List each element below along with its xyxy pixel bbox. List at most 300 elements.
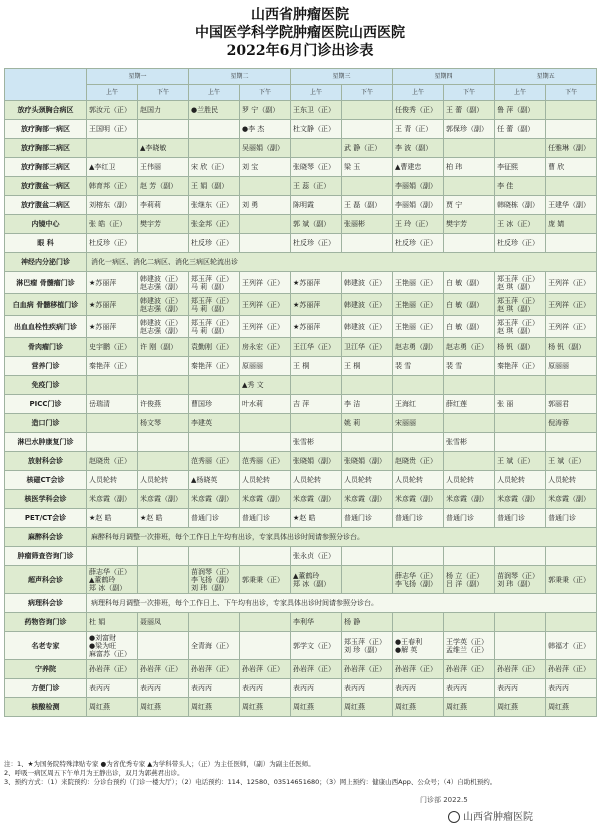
- doctor-name: [446, 239, 492, 247]
- doctor-name: 人员轮转: [548, 476, 577, 484]
- doctor-name: ●刘富财: [89, 633, 117, 642]
- doctor-cell: [444, 158, 495, 177]
- doctor-cell: [444, 376, 495, 395]
- doctor-cell: [342, 338, 393, 357]
- doctor-cell: [495, 471, 546, 490]
- doctor-cell: [444, 660, 495, 679]
- table-row: [5, 528, 597, 547]
- doctor-cell: [342, 471, 393, 490]
- doctor-name: 曹国珍: [191, 400, 213, 408]
- doctor-cell: [189, 433, 240, 452]
- doctor-name: 麻富苏（正）: [89, 649, 131, 658]
- doctor-name: 卫江华（正）: [344, 343, 387, 351]
- doctor-cell: [495, 433, 546, 452]
- hospital-subtitle: 中国医学科学院肿瘤医院山西医院: [195, 25, 405, 41]
- schedule-title: 2022年6月门诊出诊表: [226, 43, 374, 59]
- doctor-cell: [393, 316, 444, 338]
- doctor-cell: [291, 376, 342, 395]
- doctor-name: 周红燕: [89, 703, 110, 711]
- doctor-cell: [495, 490, 546, 509]
- doctor-name: 王 冰（正）: [497, 220, 535, 228]
- doctor-name: 孙岩萍（正）: [242, 665, 285, 673]
- doctor-name: 杨 静: [344, 618, 361, 626]
- doctor-cell: [444, 414, 495, 433]
- doctor-name: [497, 552, 543, 560]
- doctor-cell: [240, 632, 291, 660]
- day-header: 星期二: [189, 69, 291, 85]
- doctor-cell: [393, 177, 444, 196]
- doctor-name: 吉 萍: [293, 400, 310, 408]
- doctor-cell: [342, 177, 393, 196]
- doctor-name: 郭丽君: [548, 400, 570, 408]
- doctor-name: 郭汝元（正）: [89, 106, 131, 114]
- doctor-cell: [87, 433, 138, 452]
- doctor-name: 王列祥（正）: [242, 322, 285, 331]
- doctor-cell: [342, 679, 393, 698]
- doctor-cell: [546, 566, 597, 594]
- doctor-cell: [138, 101, 189, 120]
- doctor-name: [344, 239, 390, 247]
- doctor-cell: [342, 139, 393, 158]
- doctor-cell: [87, 376, 138, 395]
- doctor-name: [242, 438, 288, 446]
- doctor-name: 许 刚（副）: [140, 343, 178, 351]
- doctor-cell: [87, 660, 138, 679]
- doctor-cell: [393, 338, 444, 357]
- doctor-name: 周红燕: [293, 703, 315, 711]
- department-name: 内镜中心: [5, 215, 87, 234]
- doctor-name: ▲董鹤玲: [89, 575, 116, 584]
- doctor-cell: [138, 272, 189, 294]
- doctor-cell: [342, 272, 393, 294]
- doctor-cell: [444, 139, 495, 158]
- doctor-cell: [495, 698, 546, 717]
- doctor-cell: [495, 414, 546, 433]
- doctor-name: [89, 419, 135, 427]
- doctor-cell: [444, 679, 495, 698]
- doctor-cell: [342, 632, 393, 660]
- doctor-cell: [138, 698, 189, 717]
- doctor-cell: [138, 215, 189, 234]
- doctor-name: 人员轮转: [497, 476, 526, 484]
- department-name: PICC门诊: [5, 395, 87, 414]
- doctor-name: 人员轮转: [242, 476, 271, 484]
- department-name: 放射科会诊: [5, 452, 87, 471]
- doctor-cell: [189, 376, 240, 395]
- doctor-name: 米彦霞（副）: [242, 495, 285, 503]
- doctor-cell: [87, 139, 138, 158]
- doctor-name: 杜反珍（正）: [89, 239, 131, 247]
- doctor-name: 米彦霞（副）: [446, 495, 489, 503]
- doctor-name: 周红燕: [548, 703, 570, 711]
- doctor-cell: [342, 452, 393, 471]
- doctor-name: 史宇鹏（正）: [89, 343, 131, 351]
- department-name: 核医学科会诊: [5, 490, 87, 509]
- doctor-cell: [189, 395, 240, 414]
- doctor-cell: [393, 679, 444, 698]
- table-row: [5, 272, 597, 294]
- doctor-cell: [444, 613, 495, 632]
- doctor-cell: [342, 660, 393, 679]
- department-name: 药物咨询门诊: [5, 613, 87, 632]
- doctor-name: 袁勤刚（正）: [191, 343, 234, 351]
- doctor-name: [344, 125, 390, 133]
- doctor-name: [140, 438, 186, 446]
- doctor-cell: [189, 120, 240, 139]
- doctor-name: [395, 552, 441, 560]
- table-row: [5, 433, 597, 452]
- doctor-name: 张继东（正）: [191, 201, 234, 209]
- doctor-name: ▲李晓敏: [140, 144, 167, 152]
- doctor-cell: [138, 632, 189, 660]
- doctor-cell: [393, 215, 444, 234]
- doctor-name: 王 磊（副）: [344, 201, 382, 209]
- doctor-cell: [138, 357, 189, 376]
- doctor-name: [140, 239, 186, 247]
- doctor-cell: [291, 234, 342, 253]
- doctor-cell: [189, 613, 240, 632]
- doctor-cell: [240, 433, 291, 452]
- doctor-cell: [393, 234, 444, 253]
- doctor-name: 王 蕊（正）: [293, 182, 331, 190]
- doctor-cell: [342, 509, 393, 528]
- doctor-name: [191, 552, 237, 560]
- doctor-cell: [189, 139, 240, 158]
- doctor-cell: [189, 632, 240, 660]
- doctor-cell: [138, 196, 189, 215]
- doctor-cell: [495, 234, 546, 253]
- doctor-cell: [138, 177, 189, 196]
- doctor-name: 赵志勇（正）: [446, 343, 489, 351]
- doctor-name: ★赵 皓: [293, 514, 316, 522]
- table-row: [5, 490, 597, 509]
- doctor-name: 王列祥（正）: [548, 322, 591, 331]
- doctor-name: 人员轮转: [140, 476, 168, 484]
- department-name: 放疗头颈胸合病区: [5, 101, 87, 120]
- doctor-name: 郑玉萍（正）: [497, 318, 540, 327]
- doctor-name: 王列祥（正）: [548, 300, 591, 309]
- doctor-cell: [87, 215, 138, 234]
- department-name: 造口门诊: [5, 414, 87, 433]
- doctor-name: 米彦霞（副）: [497, 495, 540, 503]
- doctor-cell: [444, 338, 495, 357]
- doctor-cell: [444, 357, 495, 376]
- doctor-cell: [393, 509, 444, 528]
- doctor-name: 郭秉秉（正）: [242, 575, 285, 584]
- doctor-name: 马 莉（副）: [191, 326, 229, 335]
- doctor-cell: [342, 414, 393, 433]
- doctor-name: 李飞扬（副）: [395, 579, 438, 588]
- doctor-name: ●兰胜民: [191, 106, 219, 114]
- doctor-name: [548, 125, 594, 133]
- doctor-name: ★苏丽萍: [89, 278, 117, 287]
- doctor-cell: [495, 632, 546, 660]
- doctor-name: 范秀丽（正）: [242, 457, 285, 465]
- doctor-name: 周红燕: [242, 703, 264, 711]
- doctor-cell: [240, 660, 291, 679]
- doctor-name: ●梁为旺: [89, 641, 117, 650]
- watermark-text: 山西省肿瘤医院: [463, 812, 533, 823]
- doctor-cell: [393, 196, 444, 215]
- doctor-name: 张永贞（正）: [293, 552, 336, 560]
- doctor-cell: [495, 547, 546, 566]
- doctor-name: 范秀丽（正）: [191, 457, 234, 465]
- doctor-cell: [342, 376, 393, 395]
- afternoon-header: 下午: [342, 85, 393, 101]
- doctor-cell: [189, 698, 240, 717]
- doctor-name: [548, 182, 594, 190]
- doctor-name: 李 佳: [497, 182, 514, 190]
- doctor-cell: [495, 679, 546, 698]
- doctor-name: 韩建波（正）: [344, 278, 387, 287]
- doctor-cell: [393, 414, 444, 433]
- doctor-name: 米彦霞（副）: [89, 495, 131, 503]
- watermark: [448, 808, 533, 823]
- doctor-name: 王艳丽（正）: [395, 278, 438, 287]
- doctor-cell: [291, 158, 342, 177]
- table-row: [5, 253, 597, 272]
- department-name: 淋巴瘤 骨髓瘤门诊: [5, 272, 87, 294]
- doctor-name: [191, 438, 237, 446]
- doctor-name: 王艳丽（正）: [395, 322, 438, 331]
- doctor-name: 白 敏（副）: [446, 322, 484, 331]
- table-row: [5, 594, 597, 613]
- doctor-name: 米彦霞（副）: [293, 495, 336, 503]
- doctor-cell: [138, 316, 189, 338]
- doctor-cell: [138, 139, 189, 158]
- doctor-cell: [138, 471, 189, 490]
- doctor-name: 原丽丽: [242, 362, 264, 370]
- doctor-cell: [546, 471, 597, 490]
- doctor-name: 人员轮转: [344, 476, 373, 484]
- doctor-name: [242, 220, 288, 228]
- doctor-name: 杨 钒（副）: [497, 343, 535, 351]
- doctor-name: 张 皓（正）: [89, 220, 127, 228]
- doctor-name: 表丙丙: [140, 684, 161, 692]
- doctor-name: [497, 642, 543, 650]
- doctor-cell: [87, 509, 138, 528]
- doctor-name: [497, 419, 543, 427]
- doctor-name: 韩晓栋（副）: [497, 201, 540, 209]
- doctor-name: [89, 438, 135, 446]
- doctor-cell: [546, 698, 597, 717]
- doctor-name: 李莉莉: [140, 201, 161, 209]
- schedule-note: 病理科每月调整一次排班，每个工作日上、下午均有出诊，专家具体出诊时间请参照分诊台。: [87, 594, 597, 613]
- doctor-cell: [546, 196, 597, 215]
- doctor-name: 张雪彬: [446, 438, 468, 446]
- doctor-name: ★苏丽萍: [293, 322, 321, 331]
- schedule-table: [4, 68, 597, 717]
- doctor-cell: [546, 414, 597, 433]
- day-header: 星期五: [495, 69, 597, 85]
- doctor-cell: [87, 632, 138, 660]
- morning-header: 上午: [495, 85, 546, 101]
- doctor-name: ●李 杰: [242, 125, 265, 133]
- doctor-name: 郑玉萍（正）: [497, 296, 540, 305]
- doctor-cell: [393, 376, 444, 395]
- doctor-cell: [495, 395, 546, 414]
- doctor-name: 杜反珍（正）: [293, 239, 336, 247]
- doctor-cell: [240, 414, 291, 433]
- doctor-name: 表丙丙: [548, 684, 570, 692]
- doctor-name: 鲁 萍（副）: [497, 106, 535, 114]
- doctor-cell: [138, 490, 189, 509]
- doctor-cell: [444, 294, 495, 316]
- doctor-cell: [138, 566, 189, 594]
- doctor-name: [446, 381, 492, 389]
- doctor-name: [344, 106, 390, 114]
- doctor-name: 柏 玮: [446, 163, 463, 171]
- table-row: [5, 395, 597, 414]
- department-name: 出血血栓性疾病门诊: [5, 316, 87, 338]
- header-corner: [5, 69, 87, 101]
- doctor-name: 任俊秀（正）: [395, 106, 438, 114]
- doctor-name: 李丽娟（副）: [395, 182, 438, 190]
- doctor-cell: [546, 139, 597, 158]
- doctor-name: 苗润琴（正）: [497, 571, 540, 580]
- doctor-name: ▲曹建忠: [395, 163, 422, 171]
- doctor-name: 杨 立（正）: [446, 571, 484, 580]
- doctor-cell: [393, 452, 444, 471]
- doctor-cell: [291, 338, 342, 357]
- doctor-cell: [87, 452, 138, 471]
- doctor-cell: [291, 632, 342, 660]
- doctor-cell: [291, 395, 342, 414]
- doctor-cell: [189, 177, 240, 196]
- doctor-cell: [291, 471, 342, 490]
- doctor-name: [140, 642, 186, 650]
- doctor-name: 王 桐: [344, 362, 361, 370]
- doctor-name: [89, 552, 135, 560]
- doctor-name: [293, 381, 339, 389]
- doctor-cell: [342, 196, 393, 215]
- doctor-name: 人员轮转: [89, 476, 117, 484]
- doctor-name: 赵国力: [140, 106, 161, 114]
- doctor-name: 表丙丙: [293, 684, 315, 692]
- doctor-cell: [444, 471, 495, 490]
- department-name: 放疗胸部二病区: [5, 139, 87, 158]
- doctor-cell: [138, 158, 189, 177]
- doctor-cell: [342, 357, 393, 376]
- doctor-cell: [138, 414, 189, 433]
- doctor-cell: [240, 196, 291, 215]
- doctor-cell: [393, 698, 444, 717]
- doctor-name: 王 娟（副）: [191, 182, 229, 190]
- doctor-name: 贾 宁: [446, 201, 463, 209]
- doctor-cell: [240, 357, 291, 376]
- schedule-note: 消化一病区、消化二病区、消化三病区轮流出诊: [87, 253, 597, 272]
- department-name: 方便门诊: [5, 679, 87, 698]
- doctor-name: 张金邦（正）: [191, 220, 234, 228]
- doctor-cell: [291, 660, 342, 679]
- doctor-name: 裴 雪: [395, 362, 412, 370]
- doctor-cell: [546, 316, 597, 338]
- doctor-cell: [342, 395, 393, 414]
- doctor-name: 房永宏（正）: [242, 343, 285, 351]
- doctor-cell: [240, 471, 291, 490]
- doctor-cell: [546, 177, 597, 196]
- doctor-name: 赵志强（副）: [140, 304, 182, 313]
- doctor-name: [140, 552, 186, 560]
- table-row: [5, 196, 597, 215]
- morning-header: 上午: [87, 85, 138, 101]
- doctor-cell: [495, 158, 546, 177]
- table-row: [5, 338, 597, 357]
- table-row: [5, 509, 597, 528]
- doctor-cell: [546, 376, 597, 395]
- doctor-cell: [342, 158, 393, 177]
- doctor-cell: [87, 196, 138, 215]
- department-name: 放疗腹盆一病区: [5, 177, 87, 196]
- doctor-name: 孙岩萍（正）: [446, 665, 489, 673]
- doctor-name: 赵志勇（副）: [395, 343, 438, 351]
- doctor-cell: [87, 679, 138, 698]
- doctor-cell: [495, 272, 546, 294]
- doctor-cell: [189, 316, 240, 338]
- doctor-name: 韩育邦（正）: [89, 182, 131, 190]
- doctor-name: [191, 618, 237, 626]
- doctor-cell: [291, 414, 342, 433]
- doctor-name: 王国明（正）: [89, 125, 131, 133]
- doctor-name: 王 青（正）: [395, 125, 433, 133]
- doctor-name: 李 洁: [344, 400, 361, 408]
- doctor-name: 普通门诊: [446, 514, 475, 522]
- doctor-name: 郑 冰（副）: [89, 583, 127, 592]
- doctor-cell: [393, 613, 444, 632]
- doctor-cell: [189, 272, 240, 294]
- department-name: 免疫门诊: [5, 376, 87, 395]
- doctor-name: 杜反珍（正）: [191, 239, 234, 247]
- doctor-name: 樊宇芳: [446, 220, 468, 228]
- doctor-name: 杜 娟: [89, 618, 106, 626]
- doctor-name: ★苏丽萍: [293, 278, 321, 287]
- doctor-name: 王 蕾（副）: [446, 106, 484, 114]
- doctor-cell: [342, 120, 393, 139]
- doctor-cell: [495, 660, 546, 679]
- department-name: PET/CT会诊: [5, 509, 87, 528]
- day-header: 星期四: [393, 69, 495, 85]
- department-name: 核磁CT会诊: [5, 471, 87, 490]
- doctor-cell: [495, 338, 546, 357]
- doctor-cell: [291, 698, 342, 717]
- doctor-cell: [87, 158, 138, 177]
- doctor-cell: [240, 509, 291, 528]
- doctor-name: 郭秉秉（正）: [548, 575, 591, 584]
- doctor-name: 任雅琳（副）: [548, 144, 591, 152]
- doctor-cell: [444, 566, 495, 594]
- doctor-name: 米彦霞（副）: [344, 495, 387, 503]
- doctor-cell: [546, 509, 597, 528]
- doctor-name: [548, 381, 594, 389]
- doctor-name: 梁 玉: [344, 163, 361, 171]
- table-row: [5, 101, 597, 120]
- schedule-note: 麻醉科每月调整一次排班，每个工作日上午均有出诊，专家具体出诊时间请参照分诊台。: [87, 528, 597, 547]
- doctor-name: 王建华（副）: [548, 201, 591, 209]
- doctor-name: 孙岩萍（正）: [191, 665, 234, 673]
- doctor-cell: [495, 566, 546, 594]
- doctor-cell: [240, 101, 291, 120]
- doctor-cell: [546, 632, 597, 660]
- doctor-cell: [189, 452, 240, 471]
- doctor-cell: [393, 660, 444, 679]
- doctor-name: 孙岩萍（正）: [293, 665, 336, 673]
- doctor-cell: [138, 234, 189, 253]
- doctor-cell: [444, 547, 495, 566]
- doctor-cell: [240, 158, 291, 177]
- doctor-cell: [291, 101, 342, 120]
- doctor-name: [446, 457, 492, 465]
- doctor-name: 米彦霞（副）: [140, 495, 182, 503]
